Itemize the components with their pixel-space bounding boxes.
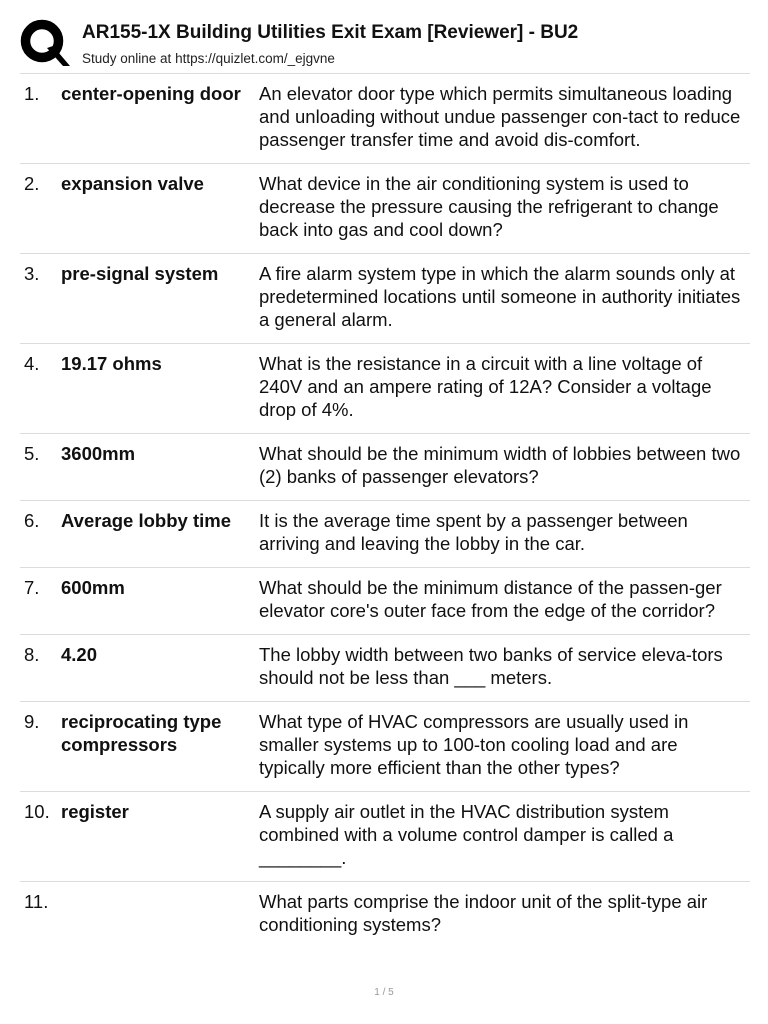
card-definition: What is the resistance in a circuit with a line voltage of 240V and an ampere rating of 12A? Consider a voltage drop of 4%. xyxy=(259,353,712,420)
card-term: 19.17 ohms xyxy=(61,353,162,374)
card-number: 2. xyxy=(24,173,40,194)
document-title: AR155-1X Building Utilities Exit Exam [Reviewer] - BU2 xyxy=(82,22,579,43)
study-online-link[interactable]: Study online at https://quizlet.com/_ejgvne xyxy=(82,51,335,66)
card-term: center-opening door xyxy=(61,83,241,104)
card-number: 8. xyxy=(24,644,40,665)
card-definition: What parts comprise the indoor unit of the split-type air conditioning systems? xyxy=(259,891,708,935)
flashcard-row xyxy=(20,701,750,791)
card-number: 7. xyxy=(24,577,40,598)
card-term: reciprocating type compressors xyxy=(61,711,222,755)
card-number: 9. xyxy=(24,711,40,732)
card-definition: An elevator door type which permits simultaneous loading and unloading without undue passenger con-tact to reduce passenger transfer time and avoid dis-comfort. xyxy=(259,83,741,150)
card-number: 3. xyxy=(24,263,40,284)
flashcard-row xyxy=(20,343,750,433)
card-term: 600mm xyxy=(61,577,125,598)
card-number: 6. xyxy=(24,510,40,531)
flashcard-row xyxy=(20,433,750,500)
card-definition: The lobby width between two banks of service eleva-tors should not be less than ___ meters. xyxy=(259,644,723,688)
card-definition: What should be the minimum width of lobbies between two (2) banks of passenger elevators? xyxy=(259,443,741,487)
card-definition: It is the average time spent by a passenger between arriving and leaving the lobby in the car. xyxy=(259,510,688,554)
card-term: expansion valve xyxy=(61,173,204,194)
card-term: 4.20 xyxy=(61,644,98,665)
card-definition: What type of HVAC compressors are usually used in smaller systems up to 100-ton cooling load and are typically more efficient than the other types? xyxy=(259,711,689,778)
flashcard-row xyxy=(20,500,750,567)
card-definition: A fire alarm system type in which the alarm sounds only at predetermined locations until someone in authority initiates a general alarm. xyxy=(259,263,741,330)
card-term: Average lobby time xyxy=(61,510,231,531)
quizlet-logo-icon xyxy=(20,18,70,68)
flashcard-row xyxy=(20,253,750,343)
card-term: pre-signal system xyxy=(61,263,219,284)
flashcard-row xyxy=(20,567,750,634)
page-indicator: 1 / 5 xyxy=(374,987,394,998)
card-number: 11. xyxy=(24,891,49,912)
flashcard-row xyxy=(20,791,750,881)
card-term: register xyxy=(61,801,129,822)
card-term xyxy=(61,890,259,936)
flashcard-list xyxy=(20,73,750,948)
document-header xyxy=(0,0,768,74)
flashcard-row xyxy=(20,634,750,701)
flashcard-row xyxy=(20,881,750,948)
card-definition: A supply air outlet in the HVAC distribution system combined with a volume control damper is called a ________. xyxy=(259,801,674,868)
flashcard-row xyxy=(20,73,750,163)
flashcard-row xyxy=(20,163,750,253)
card-definition: What should be the minimum distance of the passen-ger elevator core's outer face from the edge of the corridor? xyxy=(259,577,722,621)
card-number: 4. xyxy=(24,353,40,374)
card-number: 1. xyxy=(24,83,40,104)
card-number: 10. xyxy=(24,801,50,822)
card-number: 5. xyxy=(24,443,40,464)
card-definition: What device in the air conditioning system is used to decrease the pressure causing the refrigerant to change back into gas and cool down? xyxy=(259,173,719,240)
card-term: 3600mm xyxy=(61,443,136,464)
